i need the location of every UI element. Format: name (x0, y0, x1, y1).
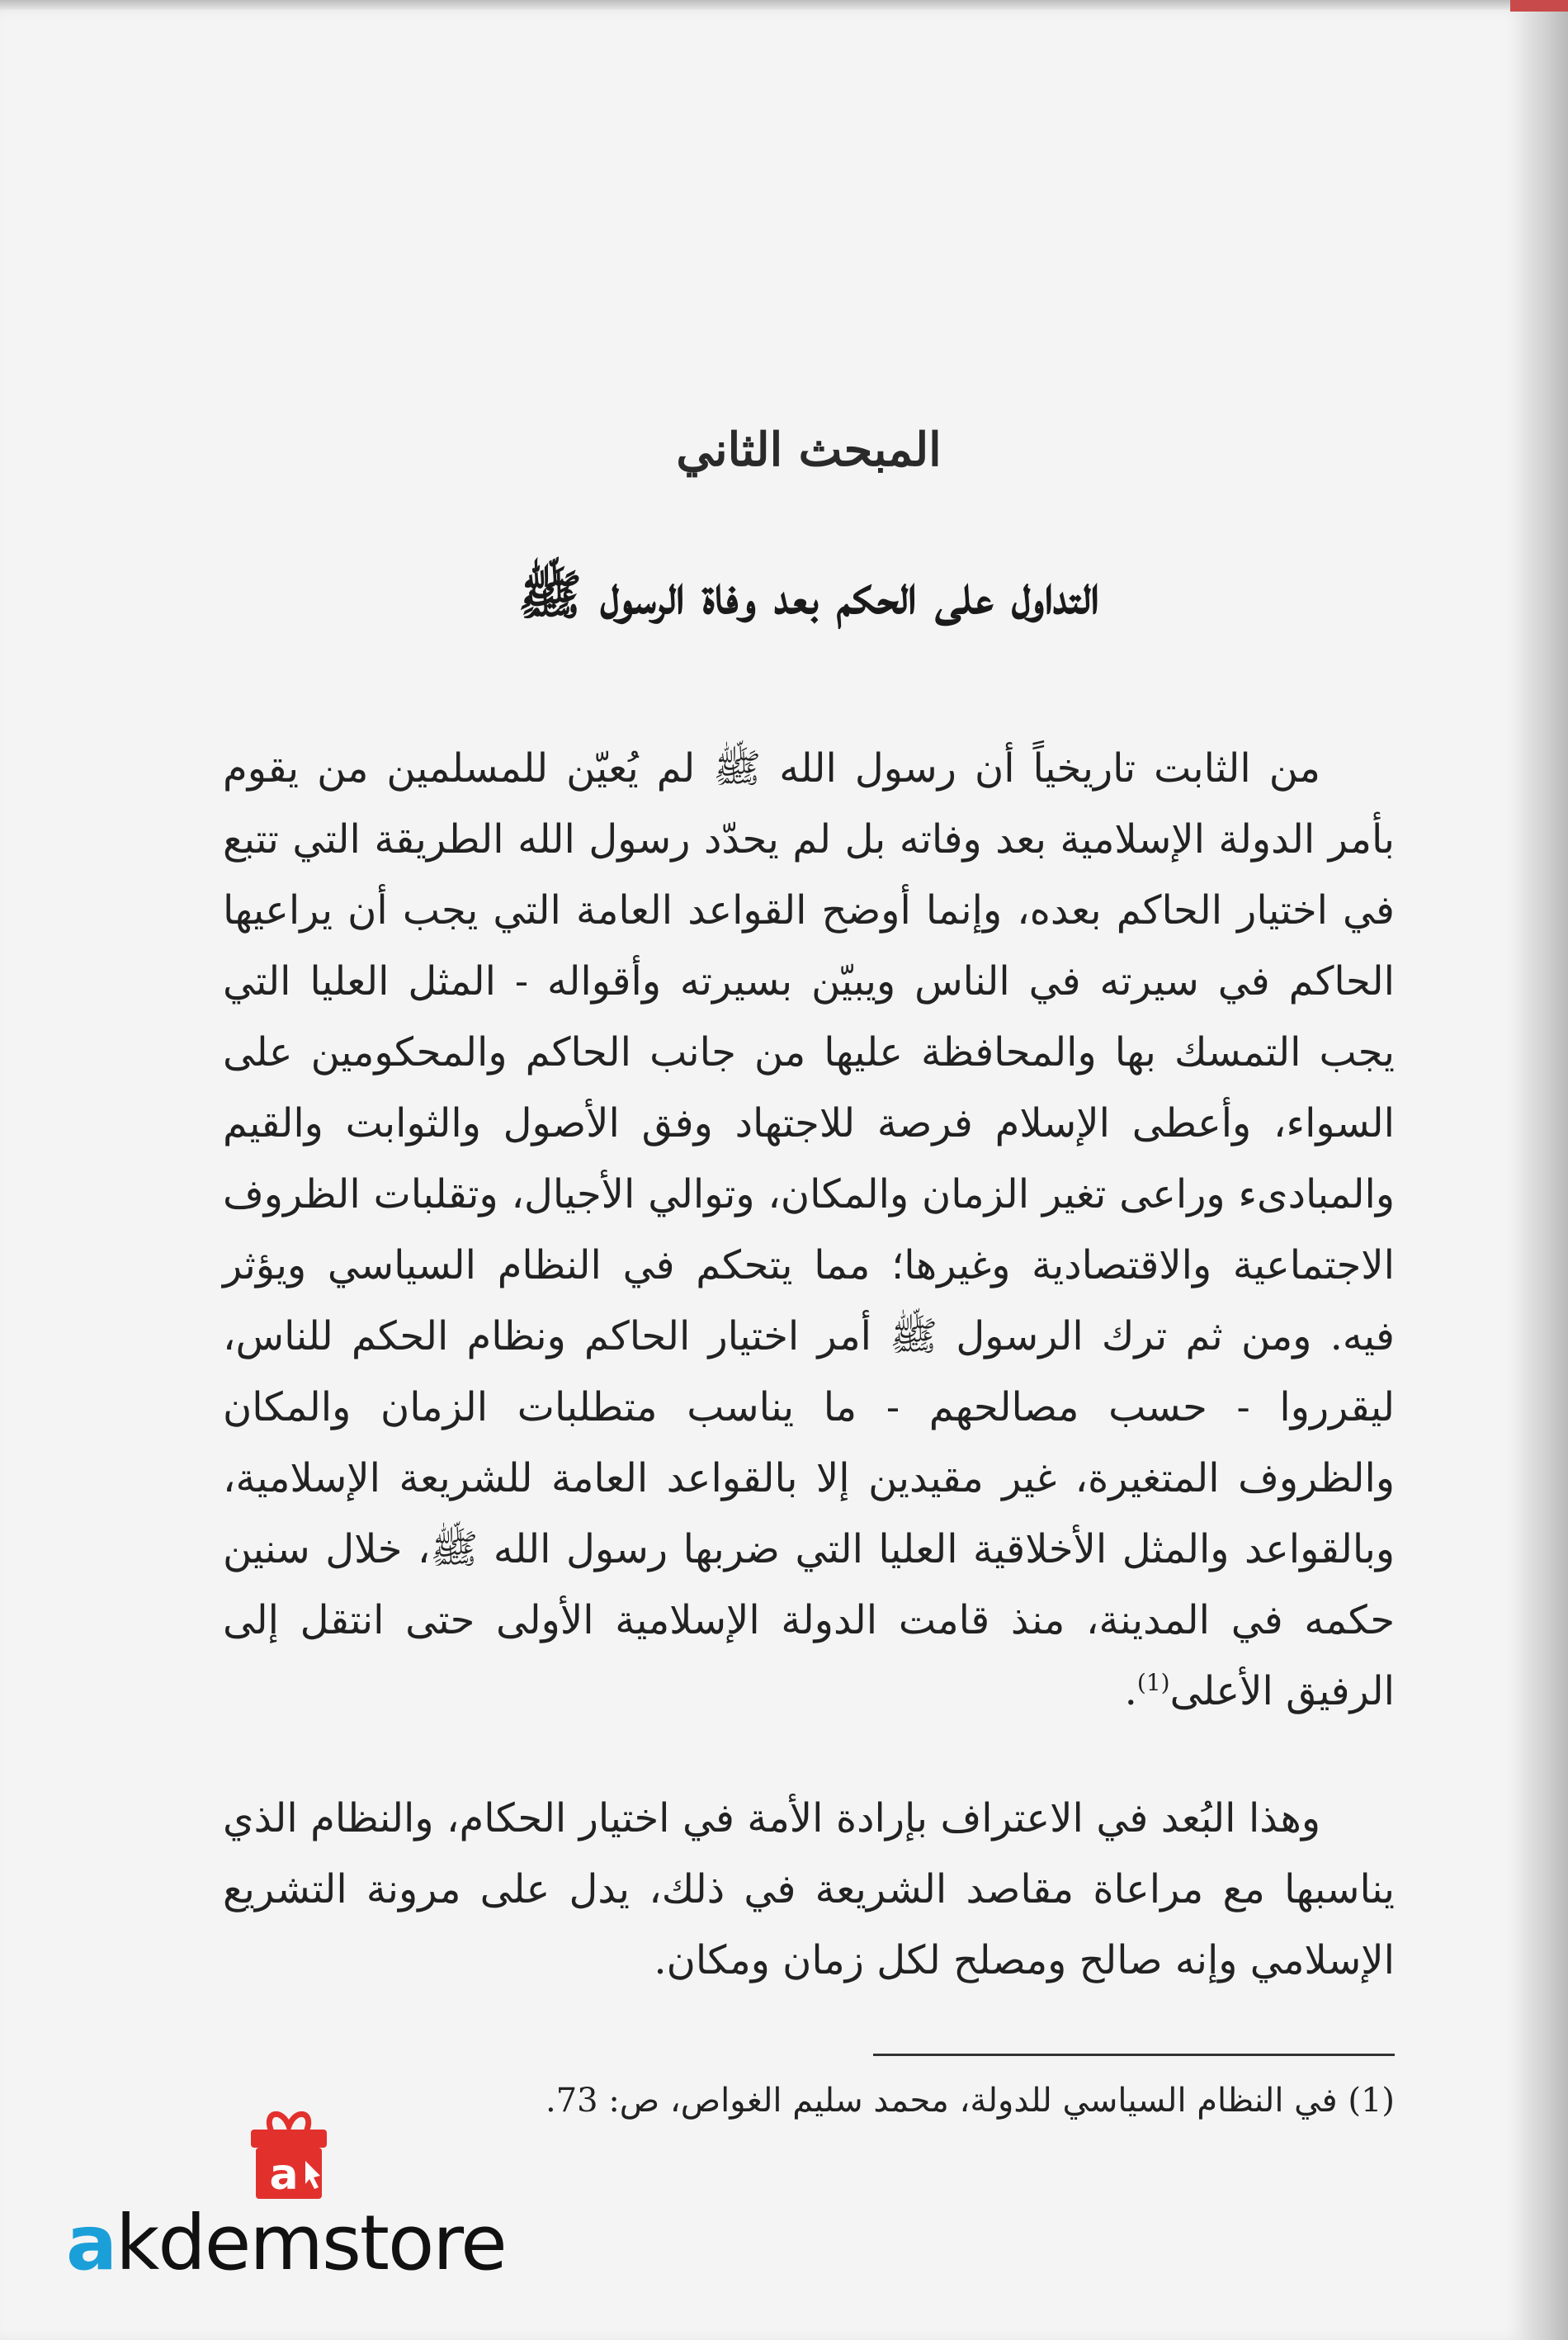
brand-text-rest: kdemstore (116, 2199, 506, 2287)
page-spine-shadow (1523, 10, 1568, 2340)
paragraph-1 (223, 733, 1395, 1727)
paragraph-1-end: . (1124, 1668, 1137, 1714)
akdemstore-watermark (66, 2105, 512, 2286)
gift-box-letter: a (269, 2150, 299, 2200)
gift-box-icon (239, 2105, 338, 2202)
top-edge-red (1510, 0, 1568, 12)
section-title: التداول على الحكم بعد وفاة الرسول ﷺ (517, 565, 1100, 626)
footnote: (1) في النظام السياسي للدولة، محمد سليم الغواص، ص: 73. (545, 2082, 1395, 2120)
brand-text (66, 2199, 512, 2287)
section-label: المبحث الثاني (676, 423, 942, 477)
brand-text-first: a (66, 2199, 116, 2287)
paragraph-2: وهذا البُعد في الاعتراف بإرادة الأمة في اختيار الحكام، والنظام الذي يناسبها مع مراعاة مقاصد الشريعة في ذلك، يدل على مرونة التشريع الإسلامي وإنه صالح ومصلح لكل زمان ومكان. (223, 1795, 1395, 1983)
paragraph-1-text: من الثابت تاريخياً أن رسول الله ﷺ لم يُعيّن للمسلمين من يقوم بأمر الدولة الإسلامية بعد وفاته بل لم يحدّد رسول الله الطريقة التي تتبع في اختيار الحاكم بعده، وإنما أوضح القواعد العامة التي يجب أن يراعيها الحاكم في سيرته في الناس ويبيّن بسيرته وأقواله - المثل العليا التي يجب التمسك بها والمحافظة عليها من جانب الحاكم والمحكومين على السواء، وأعطى الإسلام فرصة للاجتهاد وفق الأصول والثوابت والقيم والمبادىء وراعى تغير الزمان والمكان، وتوالي الأجيال، وتقلبات الظروف الاجتماعية والاقتصادية وغيرها؛ مما يتحكم في النظام السياسي ويؤثر فيه. ومن ثم ترك الرسول ﷺ أمر اختيار الحاكم ونظام الحكم للناس، ليقرروا - حسب مصالحهم - ما يناسب متطلبات الزمان والمكان والظروف المتغيرة، غير مقيدين إلا بالقواعد العامة للشريعة الإسلامية، وبالقواعد والمثل الأخلاقية العليا التي ضربها رسول الله ﷺ، خلال سنين حكمه في المدينة، منذ قامت الدولة الإسلامية الأولى حتى انتقل إلى الرفيق الأعلى (223, 745, 1396, 1714)
top-edge (0, 0, 1568, 10)
footnote-reference: (1) (1136, 1669, 1170, 1696)
footnote-divider (873, 2054, 1395, 2056)
